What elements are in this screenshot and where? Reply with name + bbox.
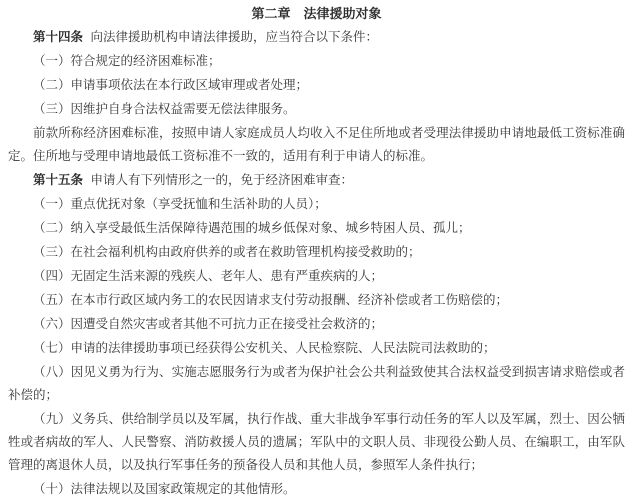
article-15-item-5: （五）在本市行政区域内务工的农民因请求支付劳动报酬、经济补偿或者工伤赔偿的； [33, 293, 509, 307]
article-15-intro: 申请人有下列情形之一的，免于经济困难审查： [90, 173, 354, 187]
article-15-item-1: （一）重点优抚对象（享受抚恤和生活补助的人员）； [33, 197, 327, 211]
article-15-item-3: （三）在社会福利机构由政府供养的或者在救助管理机构接受救助的； [33, 245, 421, 259]
article-15-item-8: （八）因见义勇为行为、实施志愿服务行为或者为保护社会公共利益致使其合法权益受到损害请求赔偿或者补偿的； [8, 365, 625, 402]
article-15-item-6: （六）因遭受自然灾害或者其他不可抗力正在接受社会救济的； [33, 317, 384, 331]
article-15-item-10: （十）法律法规以及国家政策规定的其他情形。 [33, 482, 296, 496]
article-15-item-2: （二）纳入享受最低生活保障待遇范围的城乡低保对象、城乡特困人员、孤儿； [33, 221, 471, 235]
article-14-intro: 向法律援助机构申请法律援助，应当符合以下条件： [90, 30, 379, 44]
article-15-item-7: （七）申请的法律援助事项已经获得公安机关、人民检察院、人民法院司法救助的； [33, 341, 496, 355]
article-15-number: 第十五条 [33, 173, 84, 187]
article-14-supplement: 前款所称经济困难标准，按照申请人家庭成员人均收入不足住所地或者受理法律援助申请地最低工资标准确定。住所地与受理申请地最低工资标准不一致的，适用有利于申请人的标准。 [8, 126, 625, 163]
article-15-item-9: （九）义务兵、供给制学员以及军属，执行作战、重大非战争军事行动任务的军人以及军属，烈士、因公牺牲或者病故的军人、人民警察、消防救援人员的遗属；军队中的文职人员、非现役公勤人员、在编职工，由军队管理的离退休人员，以及执行军事任务的预备役人员和其他人员，参照军人条件执行； [8, 412, 625, 472]
article-14-item-3: （三）因维护自身合法权益需要无偿法律服务。 [33, 102, 296, 116]
article-14-number: 第十四条 [33, 30, 84, 44]
article-15-item-4: （四）无固定生活来源的残疾人、老年人、患有严重疾病的人； [33, 269, 384, 283]
article-14-item-1: （一）符合规定的经济困难标准； [33, 54, 221, 68]
article-14-item-2: （二）申请事项依法在本行政区域审理或者处理； [33, 78, 309, 92]
article-15-heading [8, 169, 625, 192]
article-14-heading [8, 26, 625, 49]
chapter-title: 第二章 法律援助对象 [251, 6, 382, 21]
